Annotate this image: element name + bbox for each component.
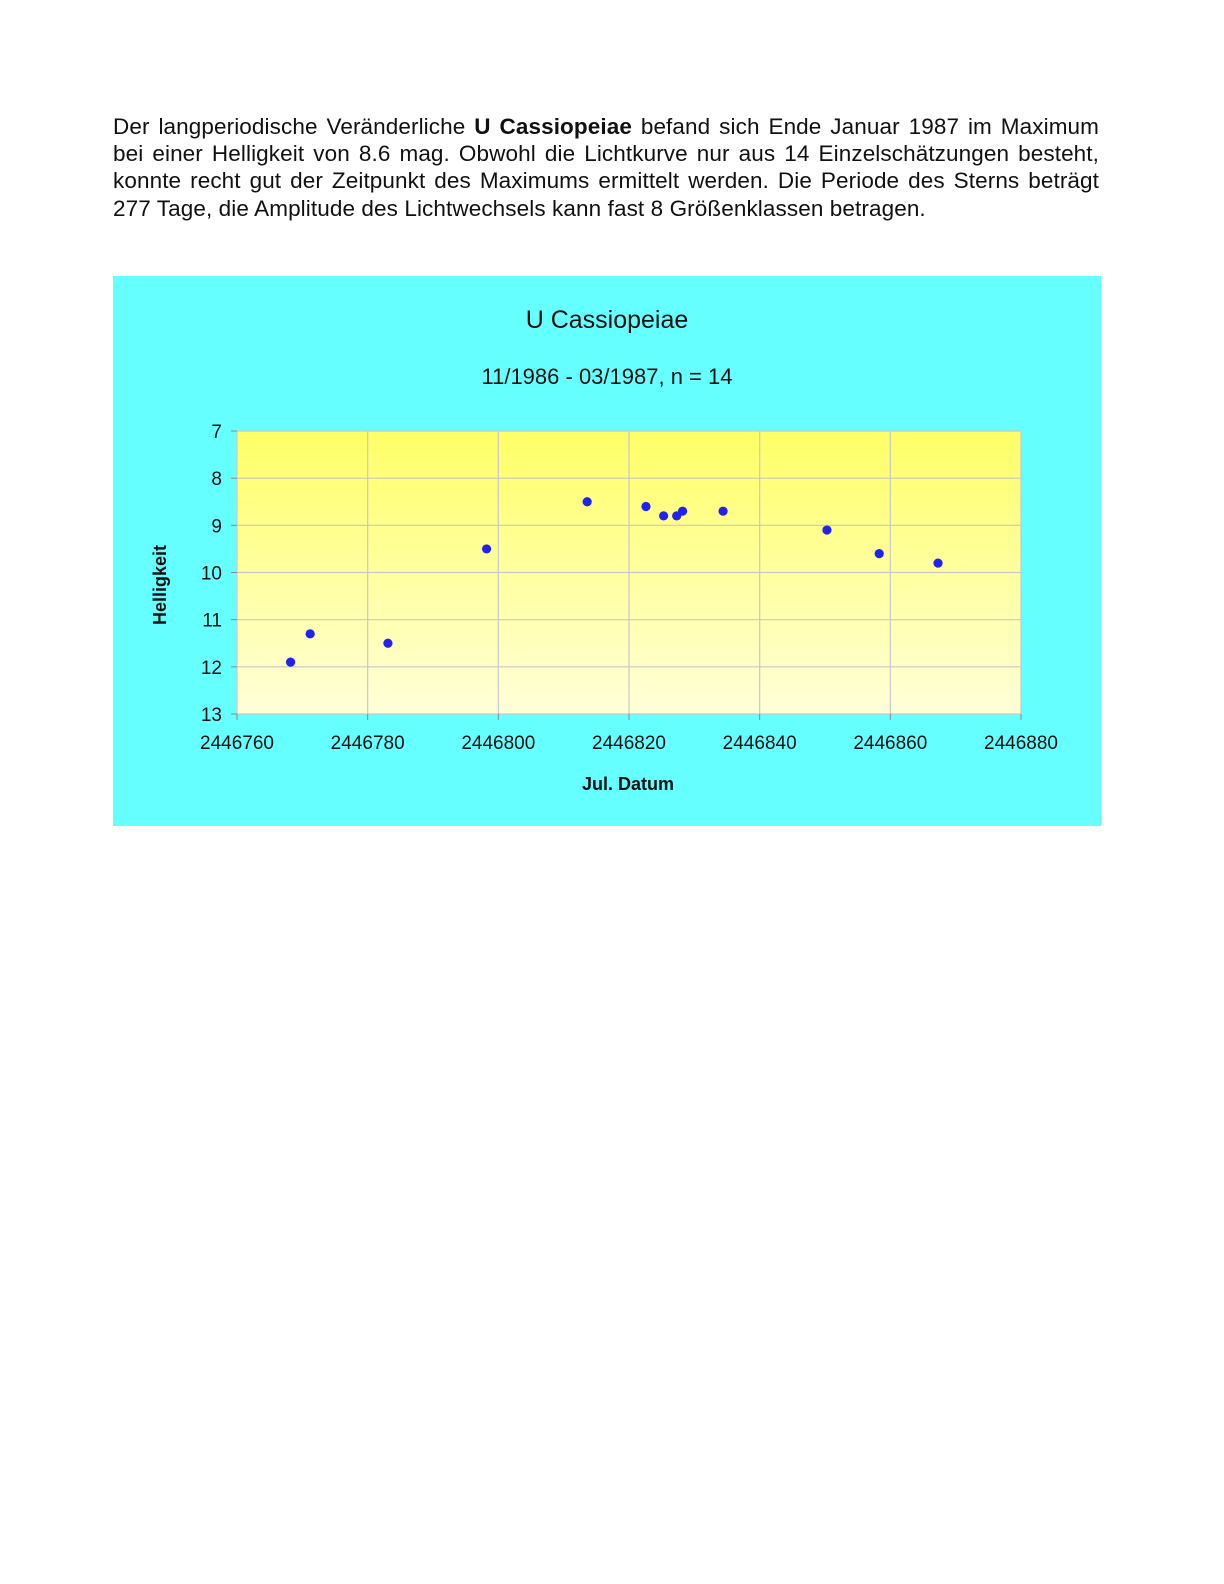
x-tick-label: 2446860 [853, 733, 928, 754]
data-point [641, 502, 650, 511]
chart-subtitle: 11/1986 - 03/1987, n = 14 [481, 364, 733, 389]
data-point [718, 507, 727, 516]
y-axis-label: Helligkeit [150, 544, 170, 626]
data-point [383, 639, 392, 648]
x-tick-label: 2446780 [330, 733, 405, 754]
x-tick-label: 2446880 [984, 733, 1058, 754]
data-point [822, 525, 831, 534]
x-tick-label: 2446840 [722, 733, 797, 754]
data-point [659, 511, 668, 520]
data-point [875, 549, 884, 558]
star-name-bold: U Cassiopeiae [474, 114, 632, 139]
data-point [678, 507, 687, 516]
y-tick-label: 8 [211, 469, 222, 491]
x-tick-label: 2446820 [592, 733, 666, 754]
y-tick-label: 9 [211, 516, 222, 538]
paragraph-text-end: befand sich Ende Januar 1987 im Maximum bei einer Helligkeit von 8.6 mag. Obwohl die Lichtkurve nur aus 14 Einzelschätzungen besteht, konnte recht gut der Zeitpunkt des Maximums ermittelt werden. Die Periode des Sterns beträgt 277 Tage, die Amplitude des Lichtwechsels kann fast 8 Größenklassen betragen. [113, 114, 1099, 221]
y-tick-label: 10 [200, 563, 222, 585]
x-tick-label: 2446760 [200, 733, 274, 754]
chart-title: U Cassiopeiae [525, 306, 689, 334]
data-point [933, 558, 942, 567]
y-tick-label: 7 [211, 422, 222, 443]
data-point [286, 658, 295, 667]
data-point [583, 497, 592, 506]
data-point [306, 629, 315, 638]
y-tick-label: 11 [202, 610, 222, 632]
y-tick-label: 13 [200, 705, 222, 726]
paragraph-text-start: Der langperiodische Veränderliche [113, 114, 475, 139]
x-tick-label: 2446800 [461, 733, 536, 754]
y-tick-label: 12 [200, 657, 222, 679]
x-axis-label: Jul. Datum [581, 774, 675, 794]
data-point [482, 544, 491, 553]
